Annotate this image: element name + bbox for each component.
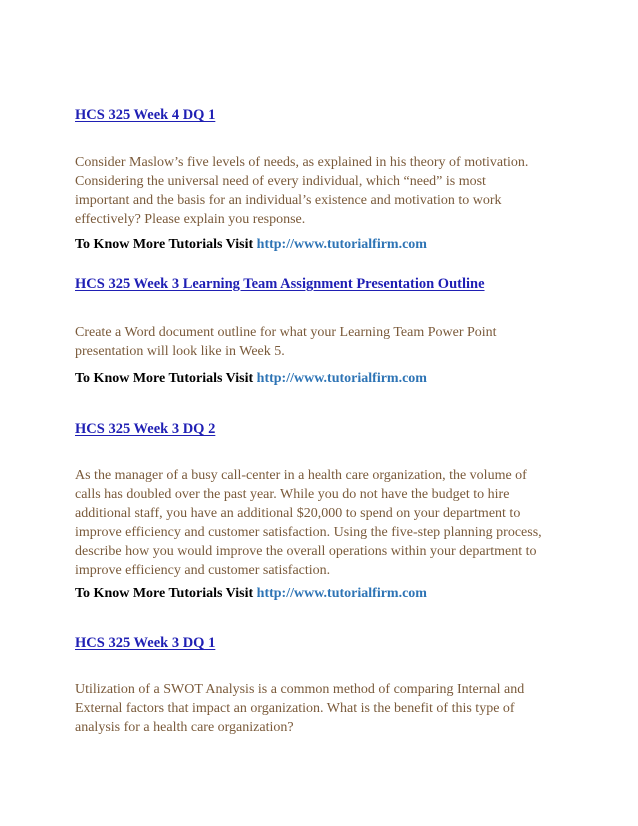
more-tutorials-text: To Know More Tutorials Visit — [75, 237, 254, 252]
body-line: Create a Word document outline for what your Learning Team Power Point — [75, 325, 497, 340]
tutorialfirm-link[interactable]: http://www.tutorialfirm.com — [256, 371, 427, 386]
more-tutorials-line — [75, 237, 427, 253]
tutorialfirm-link[interactable]: http://www.tutorialfirm.com — [256, 237, 427, 252]
body-line: presentation will look like in Week 5. — [75, 344, 285, 359]
body-line: Considering the universal need of every individual, which “need” is most — [75, 174, 486, 189]
tutorialfirm-link[interactable]: http://www.tutorialfirm.com — [256, 586, 427, 601]
body-line: improve efficiency and customer satisfaction. — [75, 563, 331, 578]
body-line: important and the basis for an individual’s existence and motivation to work — [75, 193, 502, 208]
body-line: As the manager of a busy call-center in a health care organization, the volume of — [75, 468, 527, 483]
body-line: additional staff, you have an additional $20,000 to spend on your department to — [75, 506, 521, 521]
section-heading-week3-team-outline[interactable]: HCS 325 Week 3 Learning Team Assignment Presentation Outline — [75, 276, 485, 292]
section-heading-week4-dq1[interactable]: HCS 325 Week 4 DQ 1 — [75, 107, 216, 123]
body-line: effectively? Please explain you response. — [75, 212, 306, 227]
section-heading-week3-dq2[interactable]: HCS 325 Week 3 DQ 2 — [75, 421, 216, 437]
body-line: External factors that impact an organization. What is the benefit of this type of — [75, 701, 515, 716]
more-tutorials-line — [75, 371, 427, 387]
body-line: improve efficiency and customer satisfaction. Using the five-step planning process, — [75, 525, 542, 540]
section-body-week4-dq1 — [75, 153, 575, 229]
body-line: describe how you would improve the overall operations within your department to — [75, 544, 537, 559]
more-tutorials-text: To Know More Tutorials Visit — [75, 371, 254, 386]
body-line: Consider Maslow’s five levels of needs, as explained in his theory of motivation. — [75, 155, 529, 170]
section-heading-week3-dq1[interactable]: HCS 325 Week 3 DQ 1 — [75, 635, 216, 651]
more-tutorials-line — [75, 586, 427, 602]
section-body-week3-dq1 — [75, 680, 575, 737]
more-tutorials-text: To Know More Tutorials Visit — [75, 586, 254, 601]
section-body-week3-team-outline — [75, 323, 575, 361]
body-line: Utilization of a SWOT Analysis is a common method of comparing Internal and — [75, 682, 525, 697]
section-body-week3-dq2 — [75, 466, 575, 580]
body-line: analysis for a health care organization? — [75, 720, 294, 735]
body-line: calls has doubled over the past year. While you do not have the budget to hire — [75, 487, 510, 502]
